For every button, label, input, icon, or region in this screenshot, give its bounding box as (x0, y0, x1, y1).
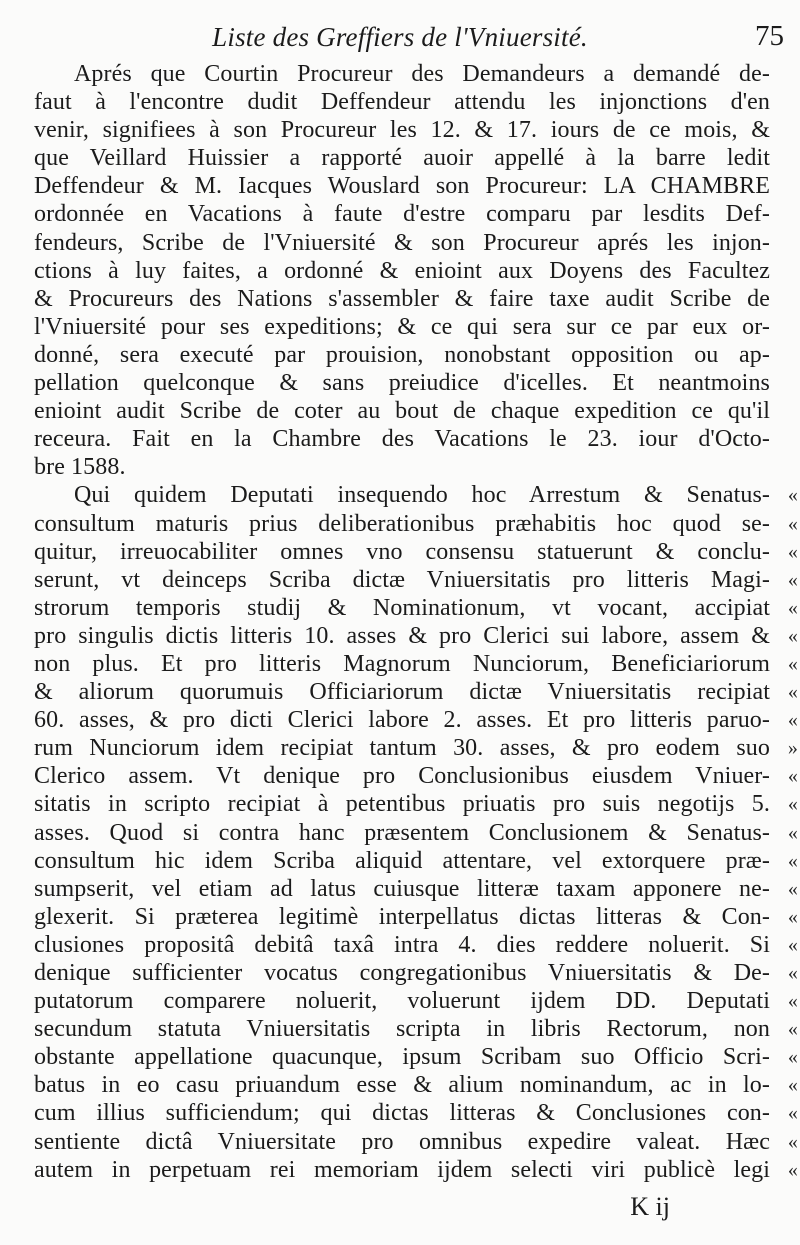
line-text: Qui quidem Deputati insequendo hoc Arrestum & Senatus- (74, 482, 770, 509)
line-text: asses. Quod si contra hanc præsentem Conclusionem & Senatus- (34, 819, 770, 846)
line-text: putatorum comparere noluerit, voluerunt ijdem DD. Deputati (34, 988, 770, 1015)
text-line (34, 1156, 798, 1184)
text-line: bre 1588. (34, 454, 126, 481)
marginal-quote-mark: « (787, 821, 798, 844)
page-header (0, 16, 800, 64)
line-text: strorum temporis studij & Nominationum, vt vocant, accipiat (34, 594, 770, 621)
marginal-quote-mark: « (787, 905, 798, 928)
text-line (34, 1099, 798, 1127)
text-line (34, 1128, 798, 1156)
text-line: Aprés que Courtin Procureur des Demandeurs a demandé de- (74, 61, 770, 87)
marginal-quote-mark: « (787, 990, 798, 1013)
line-text: cum illius sufficiendum; qui dictas litteras & Conclusiones con- (34, 1100, 770, 1127)
marginal-quote-mark: « (787, 1158, 798, 1181)
marginal-quote-mark: « (787, 1130, 798, 1153)
french-arrest-paragraph (34, 60, 770, 481)
line-text: autem in perpetuam rei memoriam ijdem selecti viri publicè legi (34, 1156, 770, 1183)
text-line: donné, sera executé par prouision, nonobstant opposition ou ap- (34, 341, 770, 368)
text-line: ordonnée en Vacations à faute d'estre comparu par lesdits Def- (34, 201, 770, 228)
line-text: sumpserit, vel etiam ad latus cuiusque litteræ taxam apponere ne- (34, 875, 770, 902)
marginal-quote-mark: « (787, 681, 798, 704)
text-line (34, 875, 798, 903)
line-text: Clerico assem. Vt denique pro Conclusionibus eiusdem Vniuer- (34, 763, 770, 790)
text-line: fendeurs, Scribe de l'Vniuersité & son Procureur aprés les injon- (34, 229, 770, 256)
text-line (34, 566, 798, 594)
text-line: & Procureurs des Nations s'assembler & faire taxe audit Scribe de (34, 285, 770, 312)
marginal-quote-mark: « (787, 849, 798, 872)
line-text: consultum maturis prius deliberationibus præhabitis hoc quod se- (34, 510, 770, 537)
text-line: receura. Fait en la Chambre des Vacations le 23. iour d'Octo- (34, 426, 770, 453)
text-line: pellation quelconque & sans preiudice d'icelles. Et neantmoins (34, 370, 770, 397)
marginal-quote-mark: « (787, 877, 798, 900)
text-line (34, 931, 798, 959)
line-text: denique sufficienter vocatus congregationibus Vniuersitatis & De- (34, 960, 770, 986)
text-line (34, 762, 798, 790)
text-line (34, 819, 798, 847)
marginal-quote-mark: « (787, 1074, 798, 1097)
line-text: non plus. Et pro litteris Magnorum Nunciorum, Beneficiariorum (34, 650, 770, 677)
text-line (34, 510, 798, 538)
line-text: glexerit. Si præterea legitimè interpellatus dictas litteras & Con- (34, 903, 770, 930)
marginal-quote-mark: « (787, 1018, 798, 1041)
marginal-quote-mark: « (787, 1046, 798, 1069)
text-line (34, 790, 798, 818)
text-line: Deffendeur & M. Iacques Wouslard son Procureur: LA CHAMBRE (34, 173, 770, 200)
line-text: sitatis in scripto recipiat à petentibus priuatis pro suis negotijs 5. (34, 791, 770, 818)
text-line (34, 847, 798, 875)
text-line (34, 538, 798, 566)
text-line (34, 594, 798, 622)
text-line: faut à l'encontre dudit Deffendeur attendu les injonctions d'en (34, 89, 770, 116)
marginal-quote-mark: « (787, 652, 798, 675)
text-line (34, 706, 798, 734)
running-title: Liste des Greffiers de l'Vniuersité. (212, 22, 588, 52)
marginal-quote-mark: « (787, 1102, 798, 1125)
text-line (34, 678, 798, 706)
line-text: clusiones propositâ debitâ taxâ intra 4. dies reddere noluerit. Si (34, 931, 770, 958)
line-text: serunt, vt deinceps Scriba dictæ Vniuersitatis pro litteris Magi- (34, 566, 770, 593)
text-line (34, 1071, 798, 1099)
text-line (34, 987, 798, 1015)
line-text: obstante appellatione quacunque, ipsum Scribam suo Officio Scri- (34, 1044, 770, 1071)
page-body (34, 60, 798, 1184)
line-text: batus in eo casu priuandum esse & alium nominandum, ac in lo- (34, 1072, 770, 1099)
text-line (34, 622, 798, 650)
line-text: 60. asses, & pro dicti Clerici labore 2. asses. Et pro litteris paruo- (34, 707, 770, 734)
text-line (34, 903, 798, 931)
marginal-quote-mark: « (787, 962, 798, 984)
text-line: ctions à luy faites, a ordonné & enioint aux Doyens des Facultez (34, 257, 770, 284)
marginal-quote-mark: « (787, 709, 798, 732)
signature-mark: K ij (630, 1192, 670, 1221)
line-text: consultum hic idem Scriba aliquid attentare, vel extorquere præ- (34, 847, 770, 874)
text-line (34, 650, 798, 678)
line-text: quitur, irreuocabiliter omnes vno consensu statuerunt & conclu- (34, 538, 770, 565)
marginal-quote-mark: « (787, 933, 798, 956)
marginal-quote-mark: » (787, 737, 798, 760)
line-text: & aliorum quorumuis Officiariorum dictæ Vniuersitatis recipiat (34, 679, 770, 706)
text-line: que Veillard Huissier a rapporté auoir appellé à la barre ledit (34, 145, 770, 172)
marginal-quote-mark: « (787, 793, 798, 816)
line-text: rum Nunciorum idem recipiat tantum 30. asses, & pro eodem suo (34, 735, 770, 762)
text-line (34, 481, 798, 509)
text-line (34, 734, 798, 762)
text-line (34, 959, 798, 987)
page-number: 75 (755, 20, 784, 52)
line-text: sentiente dictâ Vniuersitate pro omnibus expedire valeat. Hæc (34, 1128, 770, 1155)
text-line: enioint audit Scribe de coter au bout de chaque expedition ce qu'il (34, 398, 770, 425)
text-line: venir, signifiees à son Procureur les 12. & 17. iours de ce mois, & (34, 117, 770, 144)
text-line: l'Vniuersité pour ses expeditions; & ce qui sera sur ce par eux or- (34, 313, 770, 340)
marginal-quote-mark: « (787, 624, 798, 647)
marginal-quote-mark: « (787, 765, 798, 788)
line-text: pro singulis dictis litteris 10. asses & pro Clerici sui labore, assem & (34, 622, 770, 649)
latin-conclusion-paragraph (34, 481, 798, 1183)
marginal-quote-mark: « (787, 540, 798, 563)
text-line (34, 1015, 798, 1043)
text-line (34, 1043, 798, 1071)
marginal-quote-mark: « (787, 484, 798, 507)
marginal-quote-mark: « (787, 596, 798, 619)
line-text: secundum statuta Vniuersitatis scripta in libris Rectorum, non (34, 1016, 770, 1043)
marginal-quote-mark: « (787, 568, 798, 591)
marginal-quote-mark: « (787, 512, 798, 535)
